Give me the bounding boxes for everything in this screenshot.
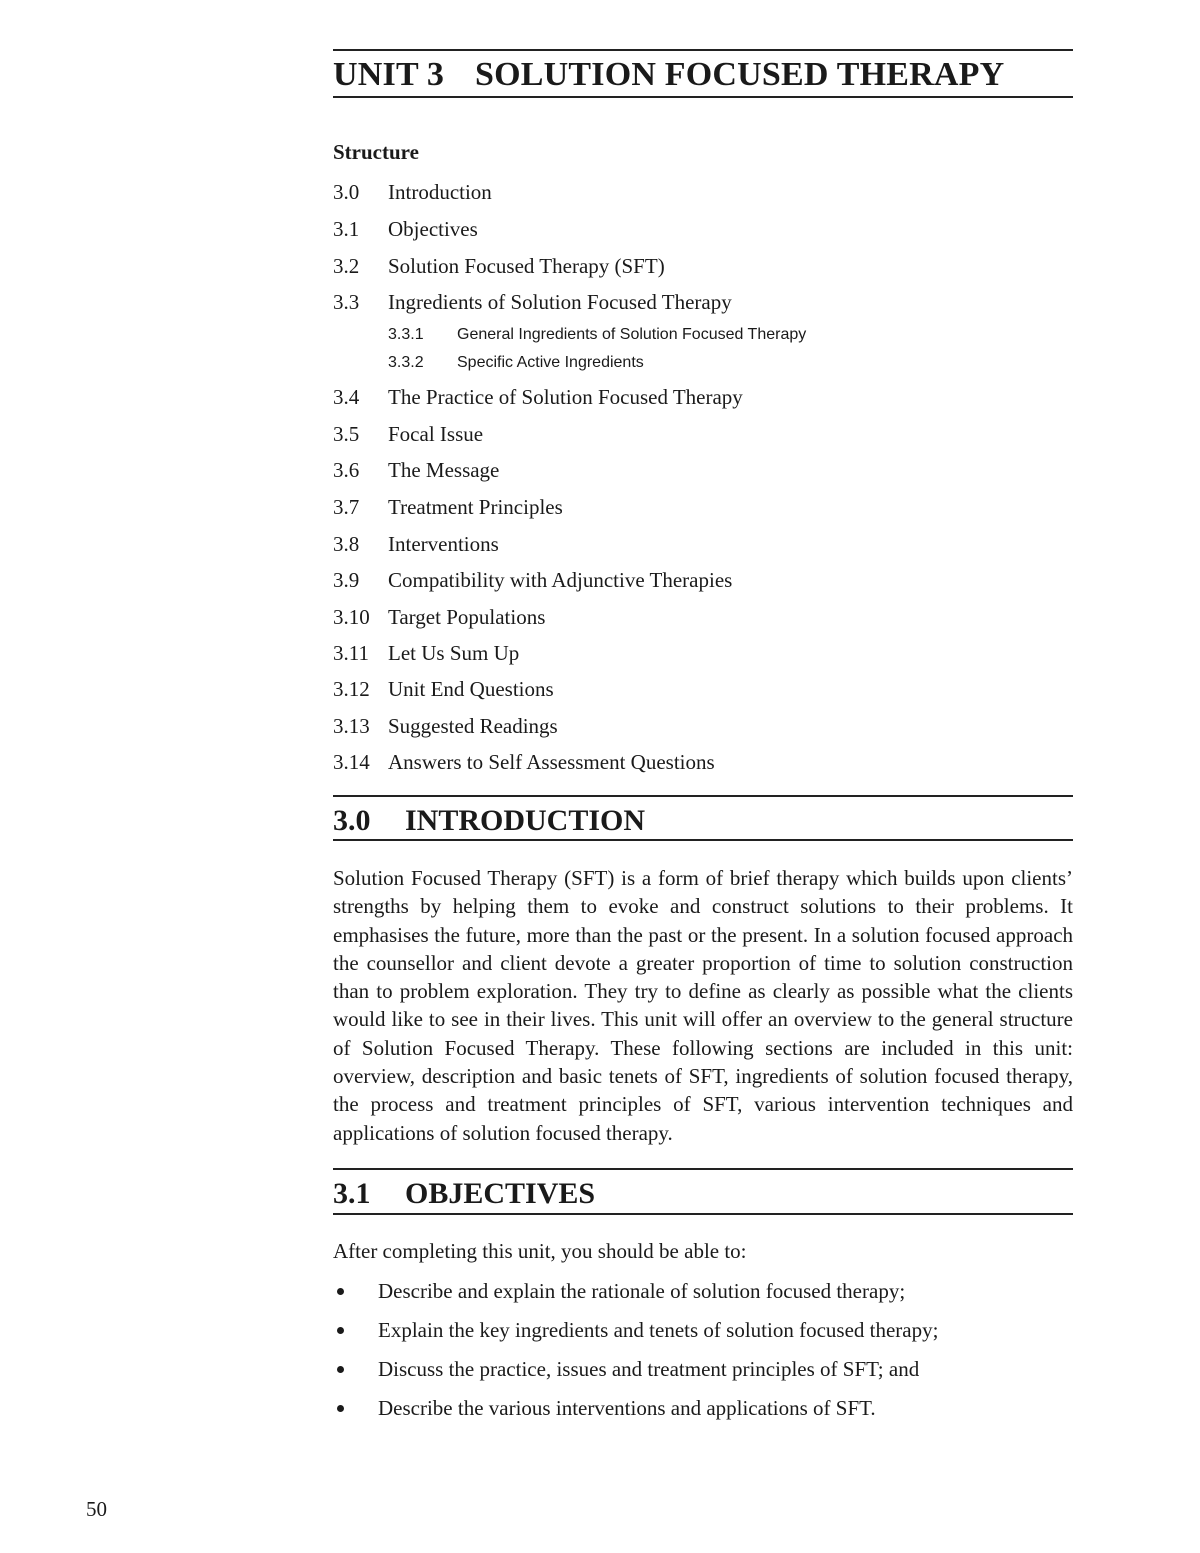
toc-item-label: Target Populations bbox=[388, 605, 546, 629]
objective-text: Discuss the practice, issues and treatment principles of SFT; and bbox=[378, 1357, 920, 1381]
introduction-rule-top bbox=[333, 795, 1073, 797]
toc-item-label: Compatibility with Adjunctive Therapies bbox=[388, 568, 733, 592]
objectives-lead: After completing this unit, you should be able to: bbox=[333, 1239, 747, 1263]
toc-item-number: 3.0 bbox=[333, 180, 360, 204]
toc-item-label: Focal Issue bbox=[388, 422, 484, 446]
toc-item bbox=[333, 640, 519, 666]
paragraph-line: overview to the general structure of Solution Focused Therapy. These following bbox=[333, 1007, 1073, 1060]
paragraph-line: problems. It emphasises the future, more than the past or the present. In a solution bbox=[333, 894, 1074, 947]
toc-item bbox=[333, 421, 483, 447]
paragraph-line: to solution construction than to problem exploration. They try to define as clearly bbox=[333, 950, 1074, 1004]
toc-subitem-label: General Ingredients of Solution Focused Therapy bbox=[457, 326, 807, 343]
toc-item bbox=[333, 216, 478, 242]
section-number: 3.0 bbox=[333, 804, 371, 837]
toc-item-label: Objectives bbox=[388, 217, 478, 241]
paragraph-line: clients’ strengths by helping them to evoke and construct solutions to their bbox=[333, 866, 1073, 919]
toc-item-number: 3.8 bbox=[333, 532, 360, 556]
toc-subitem bbox=[388, 325, 806, 345]
toc-item-number: 3.6 bbox=[333, 458, 360, 482]
unit-number: UNIT 3 bbox=[333, 56, 445, 93]
toc-item bbox=[333, 179, 492, 205]
objective-text: Describe the various interventions and applications of SFT. bbox=[378, 1396, 876, 1420]
toc-item-number: 3.3 bbox=[333, 290, 360, 314]
toc-item-label: The Practice of Solution Focused Therapy bbox=[388, 385, 743, 409]
toc-item bbox=[333, 604, 545, 630]
structure-heading: Structure bbox=[333, 140, 419, 164]
toc-subitem-label: Specific Active Ingredients bbox=[457, 354, 644, 371]
introduction-paragraph bbox=[333, 864, 1073, 1147]
toc-item bbox=[333, 531, 499, 557]
section-number: 3.1 bbox=[333, 1177, 371, 1210]
toc-item bbox=[333, 749, 715, 775]
paragraph-line: focused approach the counsellor and client devote a greater proportion of time bbox=[333, 922, 1074, 975]
toc-item bbox=[333, 384, 743, 410]
paragraph-line: as possible what the clients would like to see in their lives. This unit will offer an bbox=[333, 979, 1073, 1032]
toc-item bbox=[333, 567, 732, 593]
unit-title-rule-top bbox=[333, 49, 1073, 51]
toc-item-number: 3.7 bbox=[333, 495, 360, 519]
toc-item-number: 3.10 bbox=[333, 605, 370, 629]
toc-subitem bbox=[388, 353, 644, 373]
unit-title-rule-bottom bbox=[333, 96, 1073, 98]
bullet-icon bbox=[337, 1366, 344, 1373]
bullet-icon bbox=[337, 1327, 344, 1334]
toc-item-label: Unit End Questions bbox=[388, 677, 554, 701]
toc-item-number: 3.2 bbox=[333, 254, 360, 278]
toc-item-number: 3.14 bbox=[333, 750, 370, 774]
section-title: OBJECTIVES bbox=[405, 1177, 596, 1210]
paragraph-line: Solution Focused Therapy (SFT) is a form of brief therapy which builds upon bbox=[333, 866, 1005, 890]
objective-text: Explain the key ingredients and tenets of solution focused therapy; bbox=[378, 1318, 939, 1342]
page-number: 50 bbox=[86, 1497, 107, 1521]
paragraph-line: sections are included in this unit: overview, description and basic tenets of SFT, bbox=[333, 1035, 1074, 1089]
bullet-icon bbox=[337, 1288, 344, 1295]
bullet-icon bbox=[337, 1405, 344, 1412]
toc-item bbox=[333, 713, 558, 739]
toc-subitem-number: 3.3.1 bbox=[388, 326, 424, 343]
paragraph-line: SFT, various intervention techniques and applications of solution focused therapy. bbox=[333, 1092, 1074, 1145]
objectives-heading bbox=[333, 1176, 595, 1212]
toc-item-label: Suggested Readings bbox=[388, 714, 558, 738]
paragraph-line: ingredients of solution focused therapy, the process and treatment principles of bbox=[333, 1064, 1073, 1117]
toc-item bbox=[333, 457, 499, 483]
toc-item-number: 3.1 bbox=[333, 217, 360, 241]
toc-item-label: Let Us Sum Up bbox=[388, 641, 520, 665]
introduction-heading bbox=[333, 803, 645, 839]
toc-item bbox=[333, 676, 554, 702]
toc-item-label: Interventions bbox=[388, 532, 499, 556]
toc-item-number: 3.12 bbox=[333, 677, 370, 701]
toc-item-label: Ingredients of Solution Focused Therapy bbox=[388, 290, 732, 314]
toc-item bbox=[333, 289, 732, 315]
objectives-rule-bottom bbox=[333, 1213, 1073, 1215]
toc-subitem-number: 3.3.2 bbox=[388, 354, 424, 371]
toc-item-label: Answers to Self Assessment Questions bbox=[388, 750, 715, 774]
objective-text: Describe and explain the rationale of solution focused therapy; bbox=[378, 1279, 906, 1303]
introduction-rule-bottom bbox=[333, 839, 1073, 841]
toc-item-number: 3.4 bbox=[333, 385, 360, 409]
toc-item-label: The Message bbox=[388, 458, 500, 482]
toc-item-label: Introduction bbox=[388, 180, 492, 204]
toc-item bbox=[333, 253, 665, 279]
section-title: INTRODUCTION bbox=[405, 804, 646, 837]
toc-item-number: 3.11 bbox=[333, 641, 369, 665]
toc-item-label: Treatment Principles bbox=[388, 495, 563, 519]
toc-item-number: 3.5 bbox=[333, 422, 360, 446]
unit-title-text: SOLUTION FOCUSED THERAPY bbox=[475, 56, 1005, 93]
toc-item bbox=[333, 494, 563, 520]
objectives-rule-top bbox=[333, 1168, 1073, 1170]
toc-item-label: Solution Focused Therapy (SFT) bbox=[388, 254, 665, 278]
toc-item-number: 3.9 bbox=[333, 568, 360, 592]
toc-item-number: 3.13 bbox=[333, 714, 370, 738]
unit-title bbox=[333, 55, 1004, 95]
